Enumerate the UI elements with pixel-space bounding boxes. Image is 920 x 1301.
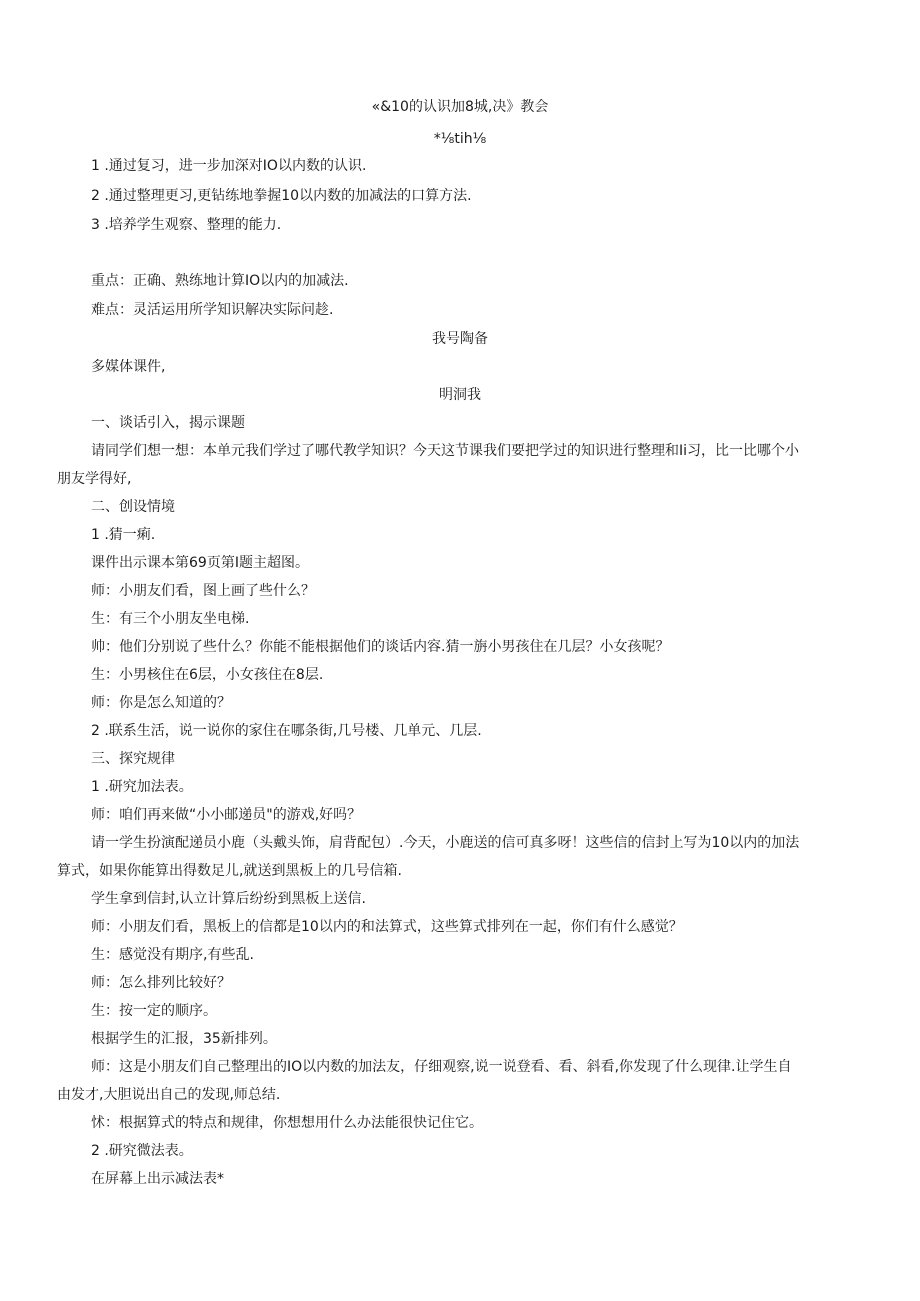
paragraph-line: 生：感觉没有期序,有些乱.: [91, 947, 254, 963]
goal-1: 1 .通过复习，进一步加深对IO以内数的认识.: [91, 158, 367, 174]
paragraph-line: 师：小朋友们看，图上画了些什么？: [91, 583, 315, 599]
goal-2: 2 .通过整理更习,更钻练地拳握10以内数的加减法的口算方法.: [91, 188, 472, 204]
paragraph-line: 算式，如果你能算出得数足儿,就送到黑板上的几号信箱.: [57, 863, 402, 879]
section-heading: 一、谈话引入，揭示课题: [91, 415, 245, 431]
paragraph-line: 根据学生的汇报，35新排列。: [91, 1031, 277, 1047]
document-subtitle: *⅛tih⅛: [433, 131, 487, 147]
paragraph-line: 课件出示课本第69页第I题主超图。: [91, 555, 309, 571]
paragraph-line: 生：按一定的顺序。: [91, 1003, 217, 1019]
prep-heading: 我号陶备: [432, 331, 488, 347]
paragraph-line: 生：有三个小朋友坐电梯.: [91, 611, 250, 627]
paragraph-line: 师：这是小朋友们自己整理出的IO以内数的加法友，仔细观察,说一说登看、看、斜看,你发现了什么现律.让学生自: [91, 1059, 792, 1075]
paragraph-line: 1 .猜一痢.: [91, 527, 156, 543]
document-title: «&10的认识加8城,决》教会: [371, 99, 549, 115]
section-heading: 三、探究规律: [91, 751, 175, 767]
section-heading: 二、创设情境: [91, 499, 175, 515]
paragraph-line: 师：咱们再来做“小小邮递员"的游戏,好吗？: [91, 807, 362, 823]
paragraph-line: 1 .研究加法表。: [91, 779, 193, 795]
paragraph-line: 朋友学得好,: [57, 471, 132, 487]
process-heading: 明洞我: [439, 387, 481, 403]
paragraph-line: 由发才,大胆说出自己的发现,师总结.: [57, 1087, 281, 1103]
paragraph-line: 怵：根据算式的特点和规律，你想想用什么办法能很快记住它。: [91, 1115, 483, 1131]
paragraph-line: 生：小男核住在6层，小女孩住在8层.: [91, 667, 324, 683]
paragraph-line: 学生拿到信封,认立计算后纷纷到黑板上送信.: [91, 891, 366, 907]
paragraph-line: 2 .研究微法表。: [91, 1143, 193, 1159]
paragraph-line: 师：小朋友们看，黑板上的信都是10以内的和法算式，这些算式排列在一起，你们有什么感觉？: [91, 919, 683, 935]
paragraph-line: 在屏幕上出示减法表*: [91, 1171, 224, 1187]
paragraph-line: 师：你是怎么知道的？: [91, 695, 231, 711]
paragraph-line: 请一学生扮演配递员小鹿（头戴头饰，肩背配包）.今天，小鹿送的信可真多呀！这些信的信封上写为10以内的加法: [91, 835, 800, 851]
paragraph-line: 请同学们想一想：本单元我们学过了哪代教学知识？今天这节课我们要把学过的知识进行整理和Ii习，比一比哪个小: [91, 443, 800, 459]
paragraph-line: 帅：他们分别说了些什么？你能不能根据他们的谈话内容.猜一旃小男孩住在几层？小女孩呢？: [91, 639, 670, 655]
difficulty: 难点：灵活运用所学知识解决实际问趁.: [91, 302, 334, 318]
paragraph-line: 2 .联系生活，说一说你的家住在哪条街,几号楼、几单元、几层.: [91, 723, 482, 739]
paragraph-line: 师：怎么排列比较好？: [91, 975, 231, 991]
prep-text: 多媒体课件,: [91, 359, 166, 375]
goal-3: 3 .培养学生观察、整理的能力.: [91, 217, 282, 233]
key-point: 重点：正确、熟练地计算IO以内的加减法.: [91, 273, 349, 289]
